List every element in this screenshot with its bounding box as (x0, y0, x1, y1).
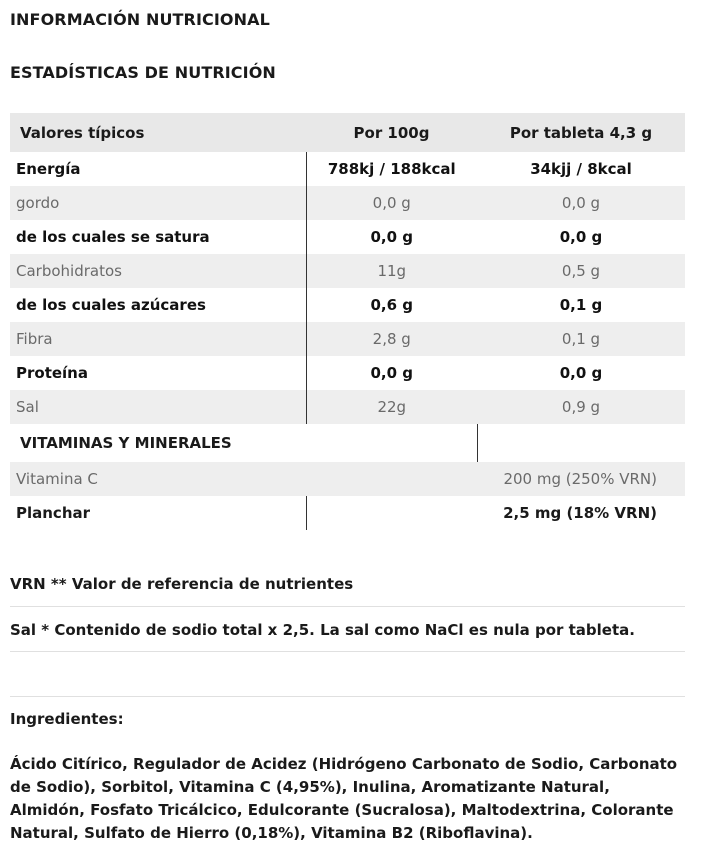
row-label: gordo (10, 186, 306, 220)
row-value-pertab: 0,0 g (477, 220, 685, 254)
page-title: INFORMACIÓN NUTRICIONAL (10, 10, 270, 29)
table-row (10, 186, 685, 220)
row-value-pertab: 0,1 g (477, 322, 685, 356)
row-label: Planchar (16, 504, 91, 522)
empty-cell (306, 496, 477, 530)
table-row (10, 220, 685, 254)
row-value-per100: 0,0 g (306, 186, 477, 220)
column-header: Por tableta 4,3 g (477, 113, 685, 152)
table-row (10, 288, 685, 322)
divider (10, 696, 685, 697)
row-label: Proteína (10, 356, 306, 390)
table-row (10, 462, 685, 496)
table-row (10, 152, 685, 186)
row-label: Energía (10, 152, 306, 186)
vitamins-heading-row (10, 424, 685, 462)
table-header-row (10, 113, 685, 152)
table-row (10, 254, 685, 288)
row-label: de los cuales azúcares (10, 288, 306, 322)
nutrition-table (10, 113, 685, 530)
ingredients-title: Ingredientes: (10, 710, 124, 728)
table-row (10, 322, 685, 356)
table-row (10, 356, 685, 390)
row-value-per100: 0,0 g (306, 220, 477, 254)
row-value-per100: 22g (306, 390, 477, 424)
row-value-pertab: 0,0 g (477, 186, 685, 220)
empty-cell (306, 462, 477, 496)
divider (10, 606, 685, 607)
section-title: ESTADÍSTICAS DE NUTRICIÓN (10, 63, 276, 82)
column-header: Valores típicos (10, 113, 306, 152)
empty-cell (477, 424, 685, 462)
column-header: Por 100g (306, 113, 477, 152)
row-value-pertab: 0,9 g (477, 390, 685, 424)
table-row (10, 496, 685, 530)
divider (10, 651, 685, 652)
row-value-pertab: 0,5 g (477, 254, 685, 288)
ingredients-text: Ácido Citírico, Regulador de Acidez (Hidrógeno Carbonato de Sodio, Carbonato de Sodio), Sorbitol, Vitamina C (4,95%), Inulina, Aromatizante Natural, Almidón, Fosfato Tricálcico, Edulcorante (Sucralosa), Maltodextrina, Colorante Natural, Sulfato de Hierro (0,18%), Vitamina B2 (Riboflavina). (10, 755, 678, 842)
row-value-per100: 0,0 g (306, 356, 477, 390)
row-label: Sal (10, 390, 306, 424)
row-value-per100: 2,8 g (306, 322, 477, 356)
row-label: de los cuales se satura (10, 220, 306, 254)
row-label: Fibra (10, 322, 306, 356)
row-value-per100: 788kj / 188kcal (306, 152, 477, 186)
row-label: Vitamina C (10, 462, 306, 496)
row-value-pertab: 0,1 g (477, 288, 685, 322)
row-value-per100: 0,6 g (306, 288, 477, 322)
row-value-per100: 11g (306, 254, 477, 288)
row-label: Carbohidratos (10, 254, 306, 288)
row-value: 200 mg (250% VRN) (477, 462, 685, 496)
row-value: 2,5 mg (18% VRN) (503, 504, 657, 522)
row-value-pertab: 34kjj / 8kcal (477, 152, 685, 186)
salt-note: Sal * Contenido de sodio total x 2,5. La sal como NaCl es nula por tableta. (10, 621, 635, 639)
vitamins-heading: VITAMINAS Y MINERALES (10, 424, 477, 462)
row-value-pertab: 0,0 g (477, 356, 685, 390)
vrn-note: VRN ** Valor de referencia de nutrientes (10, 575, 354, 593)
table-row (10, 390, 685, 424)
